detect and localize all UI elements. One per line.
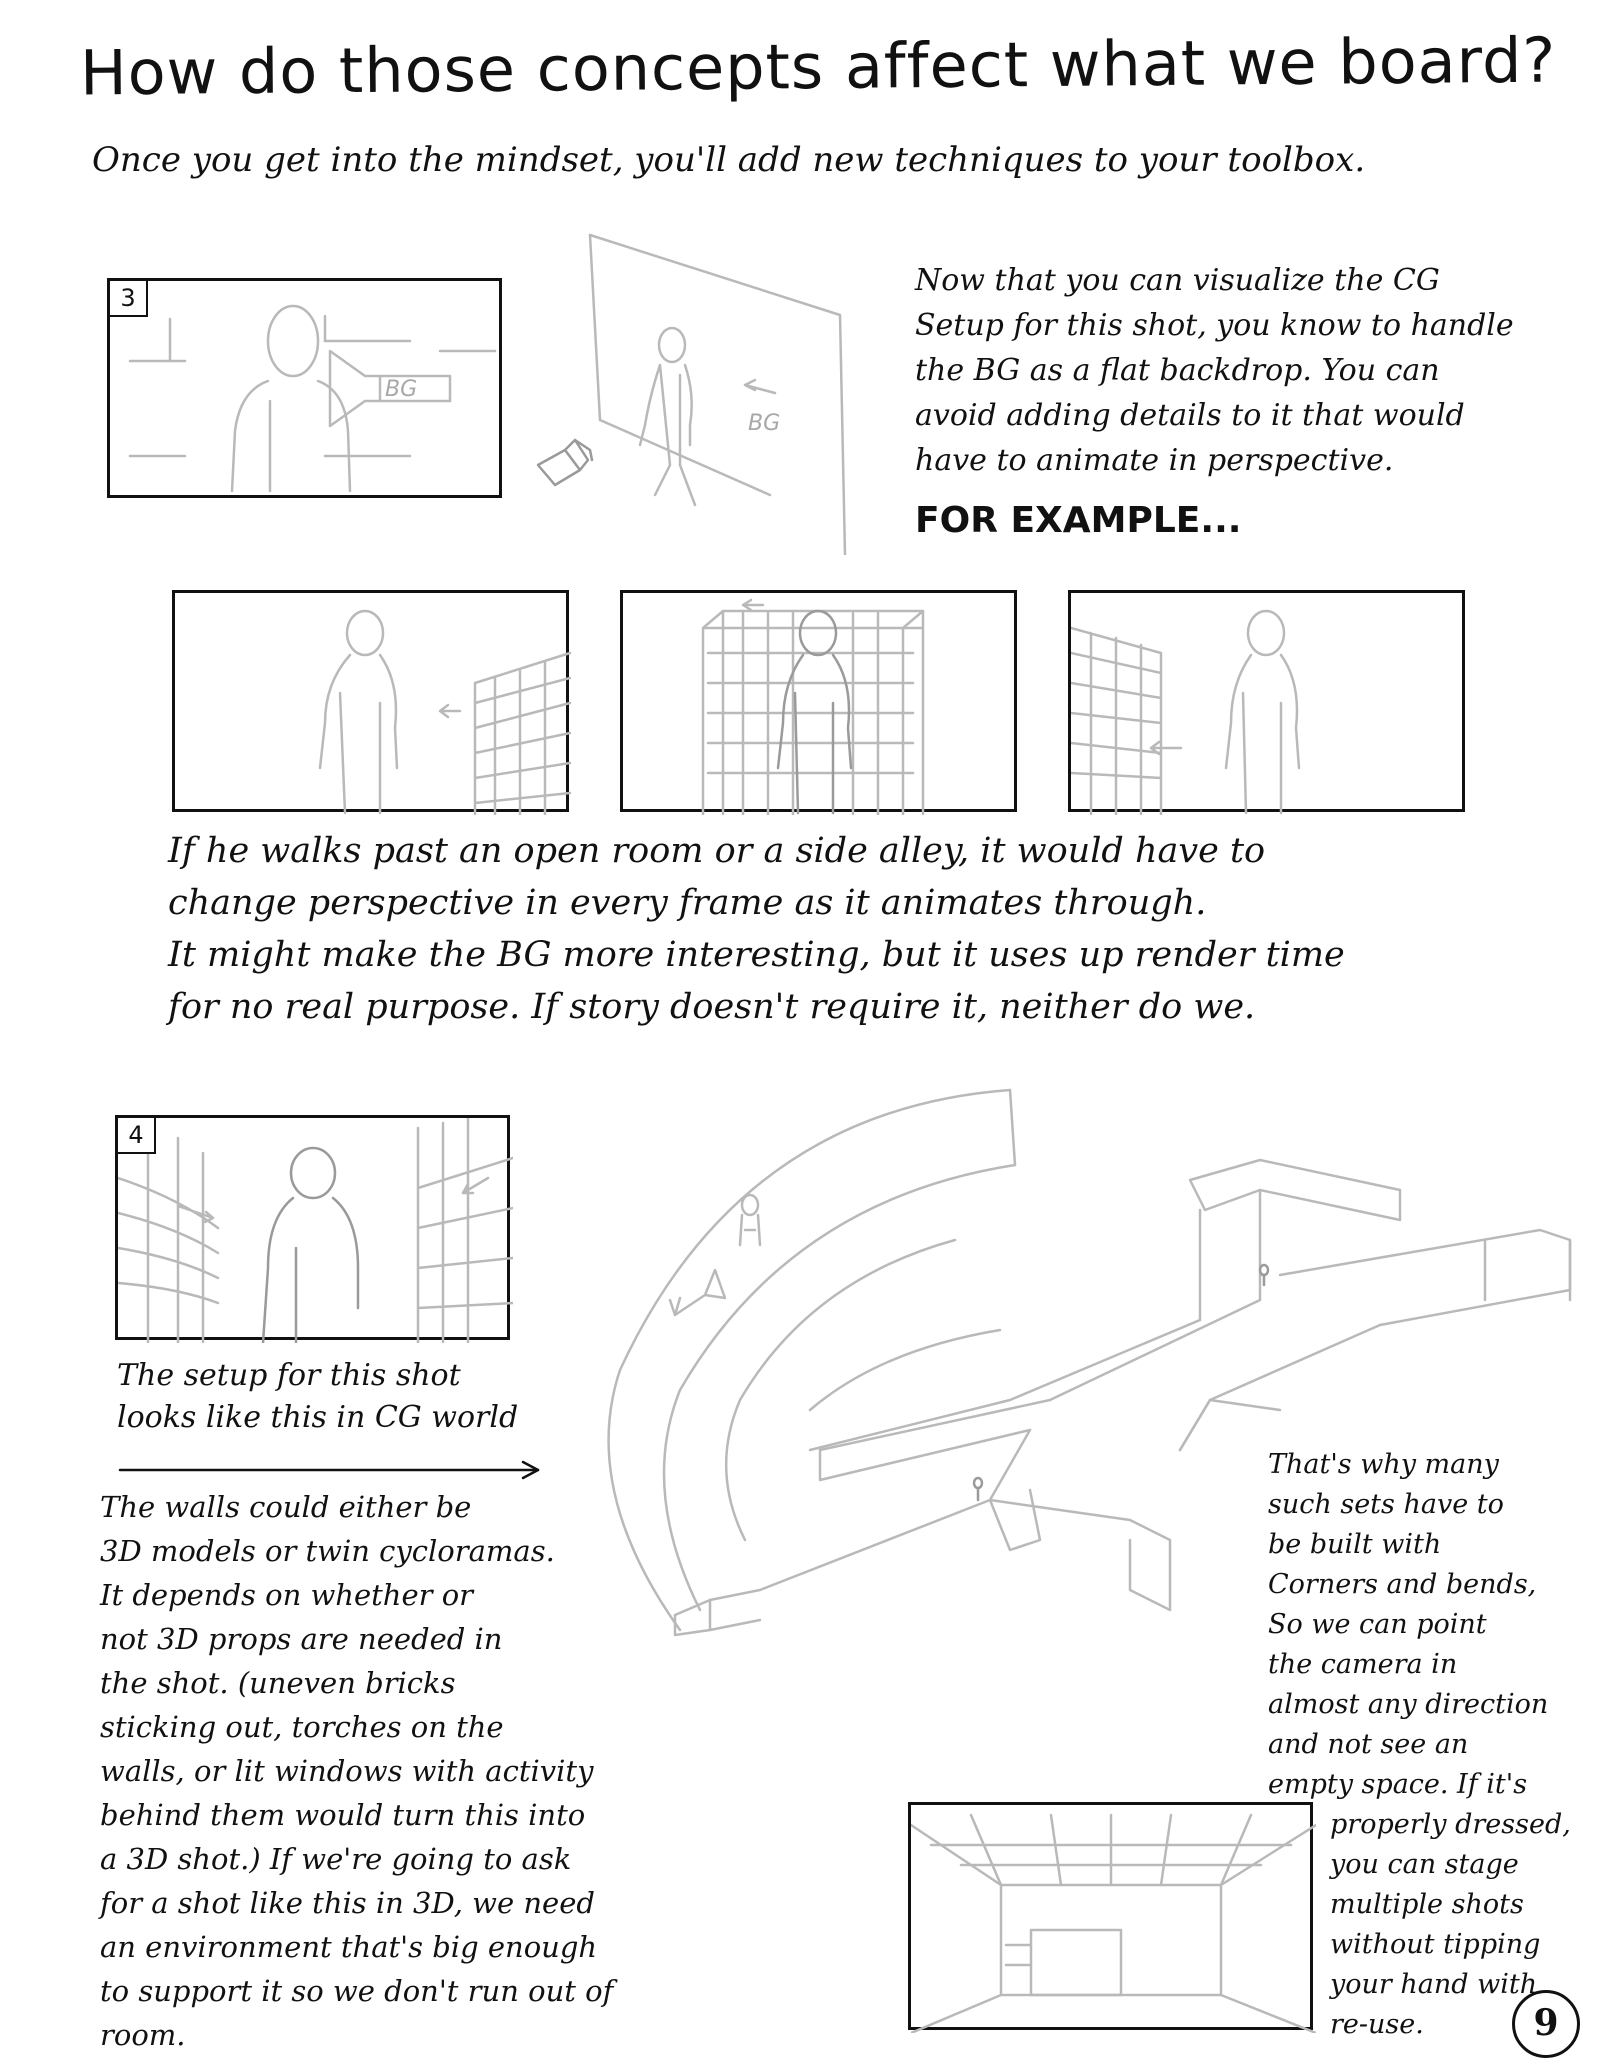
storyboard-panel-3 [107, 278, 502, 498]
example-panel-1-sketch [175, 593, 572, 815]
subtitle: Once you get into the mindset, you'll add new techniques to your toolbox. [92, 140, 1366, 180]
walls-note: The walls could either be 3D models or twin cycloramas. It depends on whether or not 3D props are needed in the shot. (uneven bricks sticking out, torches on the walls, or lit windows with activity behind them would turn this into a 3D shot.) If we're going to ask for a shot like this in 3D, we need an environment that's big enough to support it so we don't run out of room. [100, 1490, 614, 2052]
storyboard-panel-4 [115, 1115, 510, 1340]
example-panel-3 [1068, 590, 1465, 812]
right-arrow-icon [118, 1455, 548, 1485]
perspective-paragraph: If he walks past an open room or a side alley, it would have to change perspective in every frame as it animates through. It might make the BG more interesting, but it uses up render time for no real purpose. If story doesn't require it, neither do we. [168, 831, 1345, 1027]
example-panel-2-sketch [623, 593, 1020, 815]
panel-3-sketch [110, 281, 505, 501]
panel-4-sketch [118, 1118, 513, 1343]
cg-setup-sketch [530, 225, 890, 555]
example-panel-2 [620, 590, 1017, 812]
example-panel-3-sketch [1071, 593, 1468, 815]
corridor-panel [908, 1802, 1313, 2030]
panel-number: 3 [110, 281, 148, 317]
why-note: That's why many such sets have to be built with Corners and bends, So we can point the camera in almost any direction and not see an empty space. If it's [1268, 1449, 1549, 1800]
page-number: 9 [1512, 1990, 1580, 2058]
panel-number: 4 [118, 1118, 156, 1154]
setup-bg-label: BG [748, 411, 781, 436]
page-title: How do those concepts affect what we board? [79, 23, 1557, 110]
corridor-panel-sketch [911, 1805, 1316, 2033]
example-panel-1 [172, 590, 569, 812]
setup-note: The setup for this shot looks like this in CG world [117, 1358, 519, 1435]
example-heading: FOR EXAMPLE... [915, 500, 1242, 541]
panel-3-bg-label: BG [385, 377, 418, 402]
why-note-continued: properly dressed, you can stage multiple shots without tipping your hand with re-use. [1330, 1809, 1571, 2040]
setup-paragraph: Now that you can visualize the CG Setup for this shot, you know to handle the BG as a flat backdrop. You can avoid adding details to it that would have to animate in perspective. [915, 263, 1514, 478]
